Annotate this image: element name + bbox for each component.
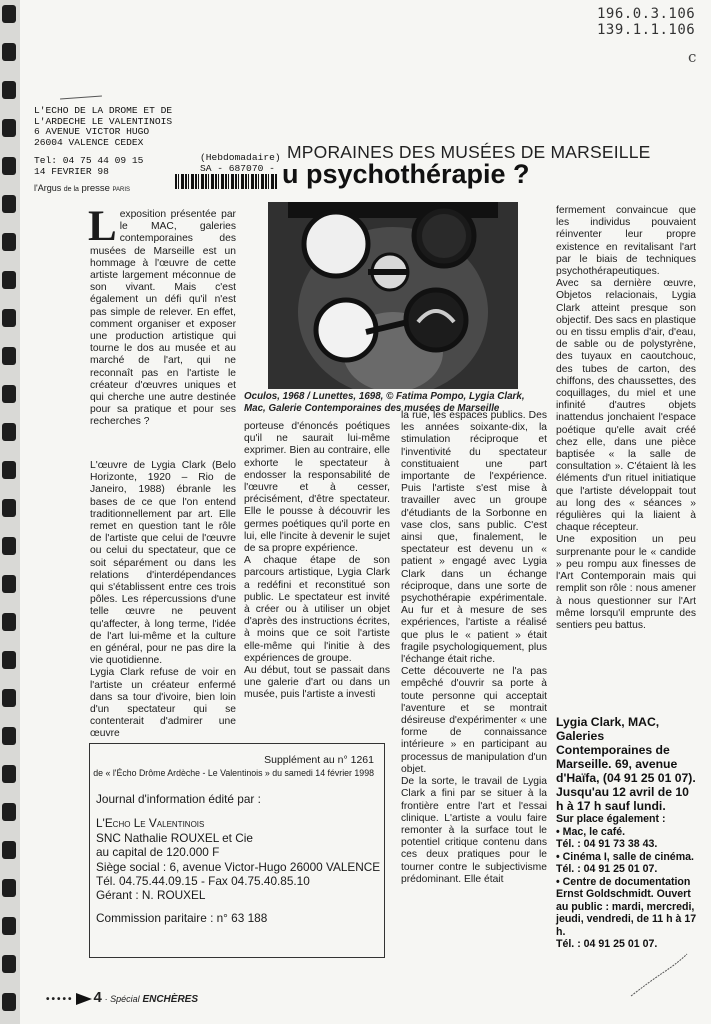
- paragraph: A chaque étape de son parcours artistique, Lygia Clark a redéfini et reconstitué son public. Le spectateur est invité à créer ou à utiliser un objet d'après des instructions écrites, à moins que ce soit l'artiste elle-même qui l'initie à des expériences de groupe.: [244, 555, 390, 664]
- info-line: • Mac, le café.: [556, 825, 626, 838]
- stamp-periodicity: (Hebdomadaire): [200, 152, 281, 163]
- handwritten-line: 196.0.3.106: [597, 6, 696, 22]
- lunettes-photo-illustration: [268, 202, 518, 389]
- handwritten-line: 139.1.1.106: [597, 22, 696, 38]
- publisher-line: Siège social : 6, avenue Victor-Hugo 26000 VALENCE: [96, 859, 381, 874]
- info-line: Tél. : 04 91 25 01 07.: [556, 938, 658, 950]
- binding-ring: [2, 5, 16, 23]
- paragraph: De la sorte, le travail de Lygia Clark a fini par se situer à la frontière entre l'art et l'essai clinique. L'artiste a voulu faire remonter à la surface tout le potentiel critique contenu dans ces deux pratiques pour le tourner contre le subjectivisme prédominant. Elle était: [401, 776, 547, 885]
- publisher-info-box: [89, 743, 385, 958]
- info-line: • Cinéma I, salle de cinéma.: [556, 850, 694, 863]
- binding-ring: [2, 347, 16, 365]
- press-stamp-periodicity: [200, 153, 281, 174]
- paragraph: Cette découverte ne l'a pas empêché d'ouvrir sa porte à toute personne qui acceptait l'aventure et se montrait désireuse d'expérimenter « une forme de connaissance intérieure » en participant au processus de manipulation d'un objet.: [401, 666, 547, 775]
- journal-line: Journal d'information édité par :: [96, 792, 261, 806]
- publisher-name: L'Echo Le Valentinois: [96, 816, 205, 831]
- commission-line: Commission paritaire : n° 63 188: [96, 910, 268, 925]
- binding-ring: [2, 689, 16, 707]
- page-footer: [46, 989, 198, 1006]
- article-column-1-intro: [88, 203, 236, 429]
- publisher-line: au capital de 120.000 F: [96, 845, 220, 860]
- handwritten-reference: [597, 6, 695, 38]
- article-column-3: [401, 410, 547, 886]
- binding-ring: [2, 309, 16, 327]
- paragraph: porteuse d'énoncés poétiques qu'il ne saurait lui-même exprimer. Bien au contraire, elle exhorte le spectateur à endosser la responsabilité de l'œuvre et à cesser, précisément, d'être spectateur. Elle le pousse à découvrir les germes poétiques qu'il porte en lui, elle l'incite à devenir le sujet de sa propre expérience.: [244, 421, 390, 555]
- dropcap: L: [88, 203, 117, 250]
- section-prefix: · Spécial: [104, 994, 140, 1004]
- headline-kicker: MPORAINES DES MUSÉES DE MARSEILLE: [287, 142, 651, 162]
- binding-ring: [2, 423, 16, 441]
- info-line: Tél. : 04 91 25 01 07.: [556, 863, 658, 875]
- paragraph: Une exposition un peu surprenante pour le « candide » peu rompu aux finesses de l'Art Contemporain mais qui remplit son rôle : nous amener à nous questionner sur l'Art même lorsqu'il emprunte des sentiers peu battus.: [556, 534, 696, 631]
- photo-caption: Oculos, 1968 / Lunettes, 1698, © Fatima Pompo, Lygia Clark, Mac, Galerie Contemporaines des musées de Marseille: [244, 391, 525, 414]
- binding-ring: [2, 271, 16, 289]
- handwritten-mark: c: [688, 48, 697, 66]
- stamp-sa: SA - 687070 -: [200, 162, 275, 174]
- address-line: L'ECHO DE LA DROME ET DE: [34, 105, 173, 116]
- barcode: [175, 174, 277, 189]
- binding-ring: [2, 879, 16, 897]
- info-line: Tél. : 04 91 73 38 43.: [556, 838, 658, 850]
- headline-title: u psychothérapie ?: [282, 159, 530, 189]
- supplement-number: Supplément au n° 1261: [264, 754, 374, 766]
- binding-ring: [2, 119, 16, 137]
- paragraph: Avec sa dernière œuvre, Objetos relacionais, Lygia Clark atteint presque son objectif. Des sacs en plastique ou en tissu emplis d'air, d'eau, de sable ou de polystyrène, des tuyaux en caoutchouc, des tubes de carton, des chiffons, des chaussettes, des coquillages, du miel et une infinité d'autres objets inattendus jonchaient l'espace poétique qu'elle avait créé chez elle, dans une pièce baptisée « la salle de consultation ». C'étaient là les éléments d'un rituel initiatique que l'artiste développait tout au long des « séances » régulières qui la liaient à chaque récepteur.: [556, 278, 696, 534]
- binding-ring: [2, 727, 16, 745]
- binding-ring: [2, 81, 16, 99]
- pen-scribble: [629, 952, 689, 998]
- binding-ring: [2, 803, 16, 821]
- binding-ring: [2, 613, 16, 631]
- intro-paragraph: exposition présentée par le MAC, galeries contemporaines des musées de Marseille est un hommage à l'œuvre de cette artiste largement méconnue de son vivant. Mais c'est également un défi qu'il n'est pas simple de relever. En effet, comment organiser et exposer une production artistique qui tourne le dos au musée et au marché de l'art, qui ne reconnaît pas en l'artiste le créateur d'œuvres uniques et qui cherche une autre destinée pour sa pratique et pour ses recherches ?: [90, 209, 236, 428]
- address-line: L'ARDECHE LE VALENTINOIS: [34, 115, 173, 127]
- argus-prefix: l'Argus: [34, 183, 62, 193]
- article-column-2: [244, 421, 390, 702]
- exhibition-info: [556, 715, 698, 951]
- supplement-notice: [93, 754, 374, 780]
- paragraph: Au début, tout se passait dans une galerie d'art ou dans un musée, puis l'artiste a investi: [244, 665, 390, 701]
- binding-ring: [2, 461, 16, 479]
- paragraph: fermement convaincue que les individus pouvaient réinventer leur propre existence en revitalisant l'art par le biais de techniques psychothérapeutiques.: [556, 205, 696, 278]
- binding-ring: [2, 499, 16, 517]
- binding-ring: [2, 233, 16, 251]
- argus-logo: [34, 183, 130, 194]
- info-line: Sur place également :: [556, 813, 666, 825]
- artwork-photo: [268, 202, 518, 389]
- binding-ring: [2, 917, 16, 935]
- argus-city: PARIS: [112, 187, 131, 193]
- address-line: 6 AVENUE VICTOR HUGO: [34, 126, 150, 137]
- paragraph: L'œuvre de Lygia Clark (Belo Horizonte, 1920 – Rio de Janeiro, 1988) ébranle les bases de ce que l'on entend traditionnellement par art. Elle remet en question tant le rôle de l'artiste que celui de l'œuvre ou celui du spectateur, que ce soit séparément ou dans les relations d'interdépendances qui s'établissent entre ces trois pôles. Les répercussions d'une telle œuvre ne peuvent qu'affecter, à long terme, l'idée de l'art lui-même et la culture en général, pour ne pas dire la vie quotidienne.: [90, 460, 236, 667]
- binding-ring: [2, 765, 16, 783]
- article-column-1: [90, 460, 236, 741]
- binding-ring: [2, 157, 16, 175]
- paragraph: Lygia Clark refuse de voir en l'artiste un créateur enfermé dans sa tour d'ivoire, bien loin d'un spectateur qui se contenterait d'admirer une œuvre: [90, 667, 236, 740]
- binding-ring: [2, 195, 16, 213]
- press-stamp-contact: [34, 156, 143, 177]
- binding-ring: [2, 537, 16, 555]
- argus-de: de la: [63, 186, 79, 193]
- binding-ring: [2, 841, 16, 859]
- publisher-line: SNC Nathalie ROUXEL et Cie: [96, 830, 253, 845]
- publisher-line: Gérant : N. ROUXEL: [96, 888, 206, 903]
- exhibition-info-title: Lygia Clark, MAC, Galeries Contemporaines de Marseille. 69, avenue d'Haïfa, (04 91 25 01 07). Jusqu'au 12 avril de 10 h à 17 h sauf lundi.: [556, 715, 696, 813]
- binding-ring: [2, 993, 16, 1011]
- info-line: • Centre de documentation Ernst Goldschmidt. Ouvert au public : mardi, mercredi, jeudi, vendredi, de 11 h à 17 h.: [556, 875, 697, 938]
- binding-ring: [2, 385, 16, 403]
- arrow-icon: [76, 993, 92, 1005]
- press-stamp-address: [34, 106, 172, 148]
- binding-ring: [2, 575, 16, 593]
- paragraph: la rue, les espaces publics. Des les années soixante-dix, la stimulation réciproque et l'inventivité du spectateur constituaient une part importante de l'expérience. Puis l'artiste s'est mise à travailler avec un groupe d'étudiants de la Sorbonne en vase clos, sans public. C'est ainsi que, finalement, le spectateur est devenu un « patient » engagé avec Lygia Clark dans un échange réciproque, dans une sorte de psychothérapie expérimentale. Au fur et à mesure de ses expériences, l'artiste a réalisé que plus le « patient » était fragile psychologiquement, plus l'échange était riche.: [401, 410, 547, 666]
- binding-ring: [2, 43, 16, 61]
- binding-ring: [2, 651, 16, 669]
- binding-ring: [2, 955, 16, 973]
- section-name: ENCHÈRES: [142, 994, 199, 1005]
- supplement-issue: de « l'Écho Drôme Ardèche - Le Valentinois » du samedi 14 février 1998: [93, 768, 374, 778]
- article-column-4: [556, 205, 696, 632]
- argus-presse: presse: [81, 183, 110, 194]
- page-number: 4: [93, 989, 102, 1006]
- stamp-tel: Tel: 04 75 44 09 15: [34, 155, 144, 166]
- publisher-line: Tél. 04.75.44.09.15 - Fax 04.75.40.85.10: [96, 874, 310, 889]
- footer-dots: •••••: [46, 994, 74, 1005]
- spiral-binding: [0, 0, 22, 1024]
- address-line: 26004 VALENCE CEDEX: [34, 136, 144, 148]
- stamp-date: 14 FEVRIER 98: [34, 165, 109, 177]
- publisher-details: [96, 792, 380, 925]
